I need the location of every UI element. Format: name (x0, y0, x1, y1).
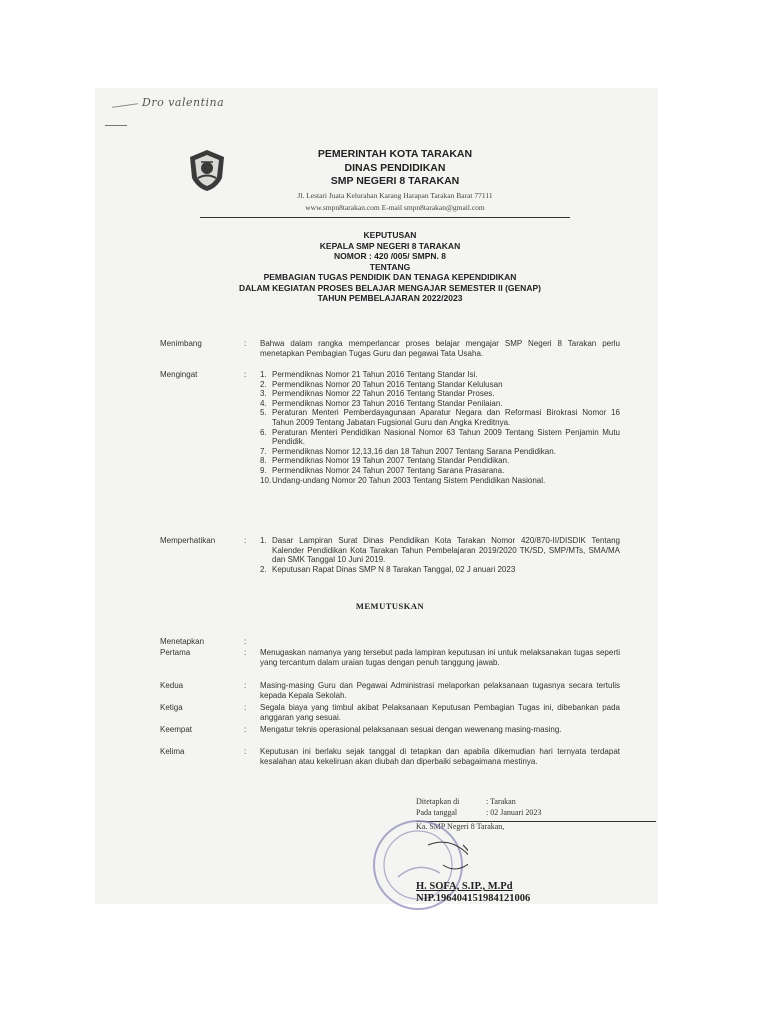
colon: : (244, 339, 247, 348)
title-line-4: TENTANG (369, 261, 411, 272)
list-item: 1. Permendiknas Nomor 21 Tahun 2016 Tentang Standar Isi. (260, 370, 478, 379)
menimbang-text: Bahwa dalam rangka memperlancar proses belajar mengajar SMP Negeri 8 Tarakan perlu menetapkan Pembagian Tugas Guru dan pegawai Tata Usaha. (260, 339, 620, 358)
list-item: 9. Permendiknas Nomor 24 Tahun 2007 Tentang Sarana Prasarana. (260, 465, 505, 475)
handwritten-note: Dro valentina (142, 96, 225, 109)
colon: : (244, 536, 247, 545)
memutuskan-heading: MEMUTUSKAN (355, 601, 425, 611)
letterhead-line-1: PEMERINTAH KOTA TARAKAN (317, 148, 473, 160)
signer-nip: NIP.196404151984121006 (416, 893, 531, 904)
list-item: 3. Permendiknas Nomor 22 Tahun 2016 Tentang Standar Proses. (260, 389, 495, 399)
place-value: : Tarakan (486, 797, 516, 806)
list-item: 7. Permendiknas Nomor 12,13,16 dan 18 Tahun 2007 Tentang Sarana Pendidikan. (260, 446, 556, 456)
signer (416, 881, 530, 905)
margin-mark (105, 125, 127, 126)
letterhead-line-2: DINAS PENDIDIKAN (344, 161, 446, 174)
title-line-7: TAHUN PEMBELAJARAN 2022/2023 (317, 293, 463, 303)
place-label: Ditetapkan di (416, 797, 460, 806)
menimbang-label: Menimbang (160, 339, 202, 348)
title-line-3: NOMOR : 420 /005/ SMPN. 8 (334, 251, 446, 261)
title-line-2: KEPALA SMP NEGERI 8 TARAKAN (319, 240, 461, 251)
letterhead-address: Jl. Lestari Juata Kelurahan Karang Harapan Tarakan Barat 77111 (297, 190, 493, 200)
list-item: 5. Peraturan Menteri Pemberdayagunaan Aparatur Negara dan Reformasi Birokrasi Nomor 16 Tahun 2009 Tentang Jabatan Fugsional Guru dan Angka Kreditnya. (260, 408, 620, 427)
date-label: Pada tanggal (416, 808, 458, 817)
list-item: 2. Permendiknas Nomor 20 Tahun 2016 Tentang Standar Kelulusan (260, 379, 503, 389)
mengingat-list (260, 370, 620, 485)
list-item: 4. Permendiknas Nomor 23 Tahun 2016 Tentang Standar Penilaian. (260, 398, 503, 408)
memperhatikan-list (260, 536, 620, 574)
list-item: 6. Peraturan Menteri Pendidikan Nasional Nomor 63 Tahun 2009 Tentang Sistem Penjamin Mutu Pendidik. (260, 427, 620, 447)
letterhead-line-3: SMP NEGERI 8 TARAKAN (330, 175, 460, 187)
memperhatikan-label: Memperhatikan (160, 536, 216, 545)
title-line-1: KEPUTUSAN (363, 230, 417, 240)
list-item: 10. Undang-undang Nomor 20 Tahun 2003 Tentang Sistem Pendidikan Nasional. (260, 475, 546, 485)
city-emblem-icon (187, 148, 227, 192)
list-item: 2. Keputusan Rapat Dinas SMP N 8 Tarakan Tanggal, 02 J anuari 2023 (260, 564, 516, 574)
colon: : (244, 370, 247, 379)
menetapkan-label: Menetapkan (160, 637, 205, 646)
date-value: : 02 Januari 2023 (486, 808, 542, 817)
title-line-6: DALAM KEGIATAN PROSES BELAJAR MENGAJAR SEMESTER II (GENAP) (239, 282, 541, 293)
letterhead-rule (200, 217, 570, 218)
list-item: 8. Permendiknas Nomor 19 Tahun 2007 Tentang Standar Pendidikan. (260, 456, 510, 466)
mengingat-label: Mengingat (160, 370, 198, 379)
colon: : (244, 637, 247, 646)
letterhead (240, 148, 550, 213)
letterhead-contact: www.smpn8tarakan.com E-mail smpn8tarakan@gmail.com (305, 202, 485, 212)
list-item: 1. Dasar Lampiran Surat Dinas Pendidikan Kota Tarakan Nomor 420/870-II/DISDIK Tentang Kalender Pendidikan Kota Tarakan Tahun Pembelajaran 2019/2020 TK/SD, SMP/MTs, SMA/MA dan SMK Tanggal 10 Juni 2019. (260, 536, 620, 565)
signer-position: Ka. SMP Negeri 8 Tarakan, (416, 822, 505, 831)
signer-name: H. SOFA, S.IP., M.Pd (416, 881, 513, 892)
title-line-5: PEMBAGIAN TUGAS PENDIDIK DAN TENAGA KEPENDIDIKAN (263, 272, 517, 282)
decree-title (150, 230, 630, 304)
